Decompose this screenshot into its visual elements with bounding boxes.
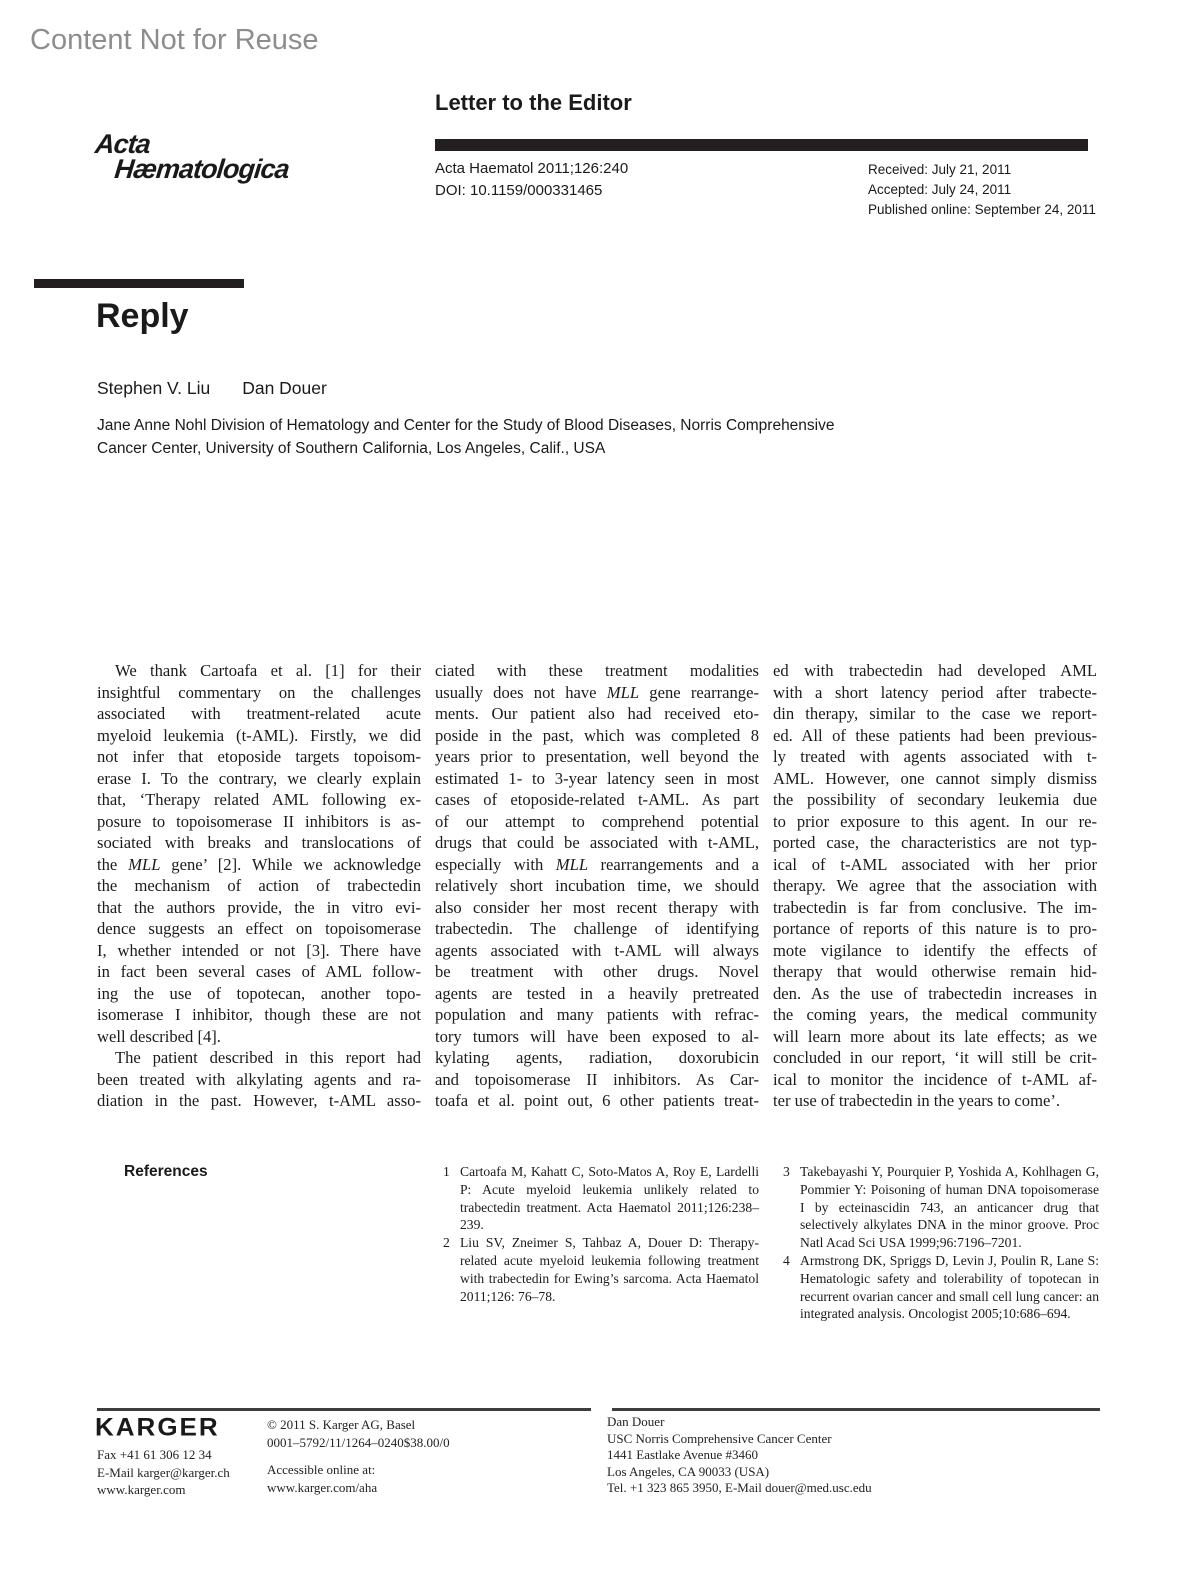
body-text-line: ter use of trabectedin in the years to come’. bbox=[773, 1091, 1061, 1110]
body-text-line: especially with MLL rearrangements and a bbox=[435, 854, 760, 874]
publisher-contact-block bbox=[97, 1446, 230, 1499]
body-text-line: poside in the past, which was completed 8 bbox=[435, 725, 759, 745]
journal-logo-line1: Acta bbox=[93, 129, 152, 159]
reference-number: 1 bbox=[443, 1164, 450, 1179]
body-text-line: den. As the use of trabectedin increases in bbox=[773, 983, 1097, 1003]
body-text-line: will learn more about its late effects; as we bbox=[773, 1026, 1097, 1046]
correspondence-street: 1441 Eastlake Avenue #3460 bbox=[607, 1447, 759, 1462]
copyright-block bbox=[267, 1416, 450, 1451]
reference-item bbox=[783, 1252, 1099, 1323]
reference-text: Armstrong DK, Spriggs D, Levin J, Poulin R, Lane S: Hematologic safety and tolerability of topotecan in recurrent ovarian cancer and small cell lung cancer: an integrated analysis. Oncologist 2005;10:686–694. bbox=[800, 1252, 1099, 1322]
body-text-line: estimated 1- to 3-year latency seen in most bbox=[435, 768, 759, 788]
body-text-line: associated with treatment-related acute bbox=[97, 704, 421, 723]
body-text-line: trabectedin. The challenge of identifying bbox=[435, 919, 759, 938]
publisher-fax: Fax +41 61 306 12 34 bbox=[97, 1447, 212, 1462]
body-text-line: insightful commentary on the challenges bbox=[97, 682, 421, 702]
reference-number: 2 bbox=[443, 1235, 450, 1251]
section-heading: Letter to the Editor bbox=[435, 90, 632, 115]
body-text-line: myeloid leukemia (t-AML). Firstly, we did bbox=[97, 725, 421, 745]
doi-line: DOI: 10.1159/000331465 bbox=[435, 182, 603, 199]
body-text-line: with a short latency period after trabecte- bbox=[773, 682, 1097, 702]
correspondence-name: Dan Douer bbox=[607, 1414, 665, 1429]
body-column-2 bbox=[435, 660, 759, 1112]
body-text-line: portance of reports of this nature is to pro- bbox=[773, 919, 1097, 938]
dates-block bbox=[868, 160, 1096, 220]
online-access-block bbox=[267, 1461, 377, 1496]
correspondence-city: Los Angeles, CA 90033 (USA) bbox=[607, 1463, 770, 1479]
affiliation bbox=[97, 414, 835, 460]
header-rule-bar bbox=[435, 139, 1088, 151]
footer-rule-right bbox=[612, 1408, 1100, 1411]
body-text-line: ical of t-AML associated with her prior bbox=[773, 854, 1097, 874]
body-text-line: mote vigilance to identify the effects of bbox=[773, 940, 1097, 960]
issn-line: 0001–5792/11/1264–0240$38.00/0 bbox=[267, 1434, 450, 1450]
reference-number: 4 bbox=[783, 1252, 790, 1268]
body-text-line: erase I. To the contrary, we clearly explain bbox=[97, 768, 421, 788]
journal-logo bbox=[91, 129, 292, 184]
reference-item bbox=[443, 1163, 759, 1234]
article-title: Reply bbox=[96, 297, 189, 335]
reference-item bbox=[783, 1163, 1099, 1252]
reference-text: Cartoafa M, Kahatt C, Soto-Matos A, Roy E, Lardelli P: Acute myeloid leukemia unlikely related to trabectedin treatment. Acta Haematol 2011;126:238–239. bbox=[460, 1164, 759, 1233]
journal-logo-line2: Hæmatologica bbox=[113, 154, 291, 184]
body-text-line: be treatment with other drugs. Novel bbox=[435, 962, 759, 981]
body-text-line: in fact been several cases of AML follow- bbox=[97, 962, 421, 981]
body-text-line: the coming years, the medical community bbox=[773, 1005, 1097, 1024]
body-text-line: din therapy, similar to the case we report- bbox=[773, 704, 1097, 723]
references-column-1 bbox=[443, 1163, 759, 1305]
correspondence-institution: USC Norris Comprehensive Cancer Center bbox=[607, 1430, 832, 1446]
footer-rule-left bbox=[97, 1408, 591, 1411]
body-text-line: isomerase I inhibitor, though these are not bbox=[97, 1005, 421, 1024]
author-name: Dan Douer bbox=[242, 378, 327, 398]
references-column-2 bbox=[783, 1163, 1099, 1323]
body-text-line: usually does not have MLL gene rearrange- bbox=[435, 682, 759, 702]
body-text-line: that, ‘Therapy related AML following ex- bbox=[97, 790, 421, 809]
body-text-line: of our attempt to comprehend potential bbox=[435, 811, 759, 831]
body-text-line: well described [4]. bbox=[97, 1026, 221, 1046]
correspondence-block bbox=[607, 1414, 872, 1497]
body-text-line: cases of etoposide-related t-AML. As part bbox=[435, 790, 759, 809]
body-text-line: diation in the past. However, t-AML asso- bbox=[97, 1091, 421, 1110]
body-text-line: the MLL gene’ [2]. While we acknowledge bbox=[97, 854, 421, 874]
citation-line: Acta Haematol 2011;126:240 bbox=[435, 160, 629, 177]
content-not-for-reuse-watermark: Content Not for Reuse bbox=[30, 24, 319, 56]
body-text-line: years prior to presentation, well beyond the bbox=[435, 747, 759, 766]
published-date: Published online: September 24, 2011 bbox=[868, 202, 1096, 217]
body-text-line: AML. However, one cannot simply dismiss bbox=[773, 768, 1097, 788]
affiliation-line: Cancer Center, University of Southern California, Los Angeles, Calif., USA bbox=[97, 440, 606, 457]
reference-text: Takebayashi Y, Pourquier P, Yoshida A, Kohlhagen G, Pommier Y: Poisoning of human DNA topoisomerase I by ecteinascidin 743, an anticancer drug that selectively alkylates DNA in the minor groove. Proc Natl Acad Sci USA 1999;96:7196–7201. bbox=[800, 1164, 1099, 1251]
title-rule-bar bbox=[34, 279, 244, 288]
body-text-line: therapy that would otherwise remain hid- bbox=[773, 962, 1097, 981]
online-access-url: www.karger.com/aha bbox=[267, 1479, 378, 1495]
body-text-line: concluded in our report, ‘it will still be crit- bbox=[773, 1048, 1097, 1067]
reference-item bbox=[443, 1234, 759, 1305]
body-text-line: population and many patients with refrac- bbox=[435, 1005, 759, 1024]
body-text-line: the possibility of secondary leukemia due bbox=[773, 790, 1097, 809]
accepted-date: Accepted: July 24, 2011 bbox=[868, 182, 1012, 197]
body-text-line: I, whether intended or not [3]. There have bbox=[97, 940, 421, 960]
body-text-line: toafa et al. point out, 6 other patients treat- bbox=[435, 1091, 759, 1110]
author-list bbox=[97, 378, 327, 399]
body-text-line: agents associated with t-AML will always bbox=[435, 940, 759, 960]
body-text-line: ing the use of topotecan, another topo- bbox=[97, 983, 421, 1003]
body-text-line: relatively short incubation time, we should bbox=[435, 876, 759, 895]
publisher-email: E-Mail karger@karger.ch bbox=[97, 1464, 230, 1480]
body-text-line: ported case, the characteristics are not typ- bbox=[773, 833, 1097, 852]
body-text-line: The patient described in this report had bbox=[115, 1048, 421, 1067]
body-text-line: drugs that could be associated with t-AML, bbox=[435, 833, 759, 852]
affiliation-line: Jane Anne Nohl Division of Hematology and Center for the Study of Blood Diseases, Norris Comprehensive bbox=[97, 417, 835, 434]
body-text-line: and topoisomerase II inhibitors. As Car- bbox=[435, 1069, 759, 1089]
references-heading: References bbox=[124, 1163, 208, 1180]
body-column-3 bbox=[773, 660, 1097, 1112]
body-text-line: to prior exposure to this agent. In our re- bbox=[773, 811, 1097, 831]
body-text-line: the mechanism of action of trabectedin bbox=[97, 876, 421, 895]
body-text-line: ciated with these treatment modalities bbox=[435, 661, 759, 680]
body-text-line: been treated with alkylating agents and ra- bbox=[97, 1069, 421, 1089]
body-text-line: kylating agents, radiation, doxorubicin bbox=[435, 1048, 759, 1067]
body-text-line: ments. Our patient also had received eto- bbox=[435, 704, 759, 723]
reference-text: Liu SV, Zneimer S, Tahbaz A, Douer D: Therapy-related acute myeloid leukemia following treatment with trabectedin for Ewing’s sarcoma. Acta Haematol 2011;126: 76–78. bbox=[460, 1235, 759, 1304]
author-name: Stephen V. Liu bbox=[97, 378, 211, 398]
correspondence-tel-email: Tel. +1 323 865 3950, E-Mail douer@med.usc.edu bbox=[607, 1480, 872, 1495]
body-text bbox=[97, 660, 1098, 1112]
body-text-line: ly treated with agents associated with t- bbox=[773, 747, 1097, 766]
body-text-line: also consider her most recent therapy with bbox=[435, 897, 759, 917]
body-text-line: sociated with breaks and translocations of bbox=[97, 833, 421, 852]
body-text-line: therapy. We agree that the association with bbox=[773, 876, 1097, 895]
body-text-line: tory tumors will have been exposed to al- bbox=[435, 1026, 759, 1046]
citation-block bbox=[435, 158, 628, 202]
body-text-line: ical to monitor the incidence of t-AML af- bbox=[773, 1069, 1097, 1089]
reference-number: 3 bbox=[783, 1164, 790, 1179]
body-text-line: dence suggests an effect on topoisomerase bbox=[97, 919, 421, 938]
publisher-logo: KARGER bbox=[95, 1412, 220, 1442]
body-column-1 bbox=[97, 660, 421, 1112]
body-text-line: that the authors provide, the in vitro evi- bbox=[97, 897, 421, 917]
body-text-line: posure to topoisomerase II inhibitors is as- bbox=[97, 811, 421, 831]
body-text-line: We thank Cartoafa et al. [1] for their bbox=[115, 661, 421, 680]
body-text-line: ed. All of these patients had been previous- bbox=[773, 725, 1097, 745]
body-text-line: agents are tested in a heavily pretreated bbox=[435, 983, 759, 1003]
body-text-line: not infer that etoposide targets topoisom- bbox=[97, 747, 421, 766]
online-access-label: Accessible online at: bbox=[267, 1462, 376, 1477]
publisher-website: www.karger.com bbox=[97, 1482, 186, 1497]
copyright-line: © 2011 S. Karger AG, Basel bbox=[267, 1417, 416, 1432]
received-date: Received: July 21, 2011 bbox=[868, 162, 1012, 177]
body-text-line: trabectedin is far from conclusive. The im- bbox=[773, 897, 1097, 917]
body-text-line: ed with trabectedin had developed AML bbox=[773, 661, 1097, 680]
